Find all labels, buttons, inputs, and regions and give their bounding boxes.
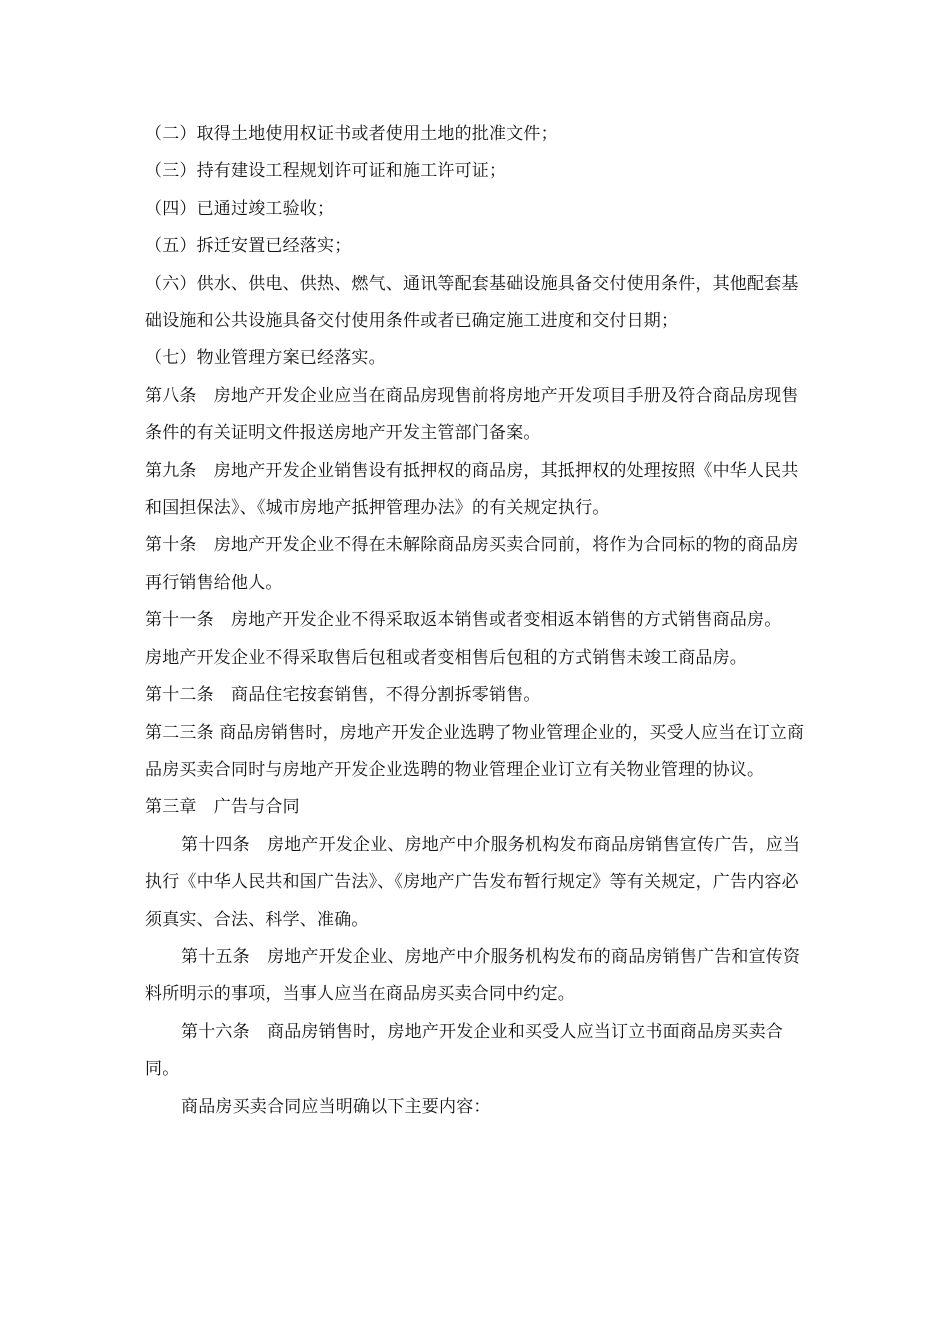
article-9: 第九条 房地产开发企业销售设有抵押权的商品房，其抵押权的处理按照《中华人民共和国担保法》、《城市房地产抵押管理办法》的有关规定执行。 <box>145 460 799 519</box>
article-8: 第八条 房地产开发企业应当在商品房现售前将房地产开发项目手册及符合商品房现售条件的有关证明文件报送房地产开发主管部门备案。 <box>145 385 799 444</box>
clause-item-5: （五）拆迁安置已经落实； <box>145 236 352 257</box>
article-16: 第十六条 商品房销售时，房地产开发企业和买受人应当订立书面商品房买卖合同。 <box>145 1021 783 1080</box>
article-12: 第十二条 商品住宅按套销售，不得分割拆零销售。 <box>145 685 541 706</box>
article-13: 第二三条 商品房销售时，房地产开发企业选聘了物业管理企业的，买受人应当在订立商品房买卖合同时与房地产开发企业选聘的物业管理企业订立有关物业管理的协议。 <box>145 722 805 780</box>
article-11-continued: 房地产开发企业不得采取售后包租或者变相售后包租的方式销售未竣工商品房。 <box>145 647 747 668</box>
clause-item-7: （七）物业管理方案已经落实。 <box>145 348 386 369</box>
clause-item-6: （六）供水、供电、供热、燃气、通讯等配套基础设施具备交付使用条件，其他配套基础设施和公共设施具备交付使用条件或者已确定施工进度和交付日期； <box>145 273 799 332</box>
chapter-3-heading: 第三章 广告与合同 <box>145 797 300 818</box>
clause-item-3: （三）持有建设工程规划许可证和施工许可证； <box>145 161 507 182</box>
article-11: 第十一条 房地产开发企业不得采取返本销售或者变相返本销售的方式销售商品房。 <box>145 610 782 631</box>
article-14: 第十四条 房地产开发企业、房地产中介服务机构发布商品房销售宣传广告，应当执行《中华人民共和国广告法》、《房地产广告发布暂行规定》等有关规定，广告内容必须真实、合法、科学、准确。 <box>145 834 801 930</box>
article-16-contents-intro: 商品房买卖合同应当明确以下主要内容： <box>181 1096 491 1117</box>
clause-item-2: （二）取得土地使用权证书或者使用土地的批准文件； <box>145 124 558 144</box>
document-body <box>145 116 810 1126</box>
article-10: 第十条 房地产开发企业不得在未解除商品房买卖合同前，将作为合同标的物的商品房再行销售给他人。 <box>145 535 799 593</box>
article-15: 第十五条 房地产开发企业、房地产中介服务机构发布的商品房销售广告和宣传资料所明示的事项，当事人应当在商品房买卖合同中约定。 <box>145 946 801 1005</box>
clause-item-4: （四）已通过竣工验收； <box>145 198 335 219</box>
